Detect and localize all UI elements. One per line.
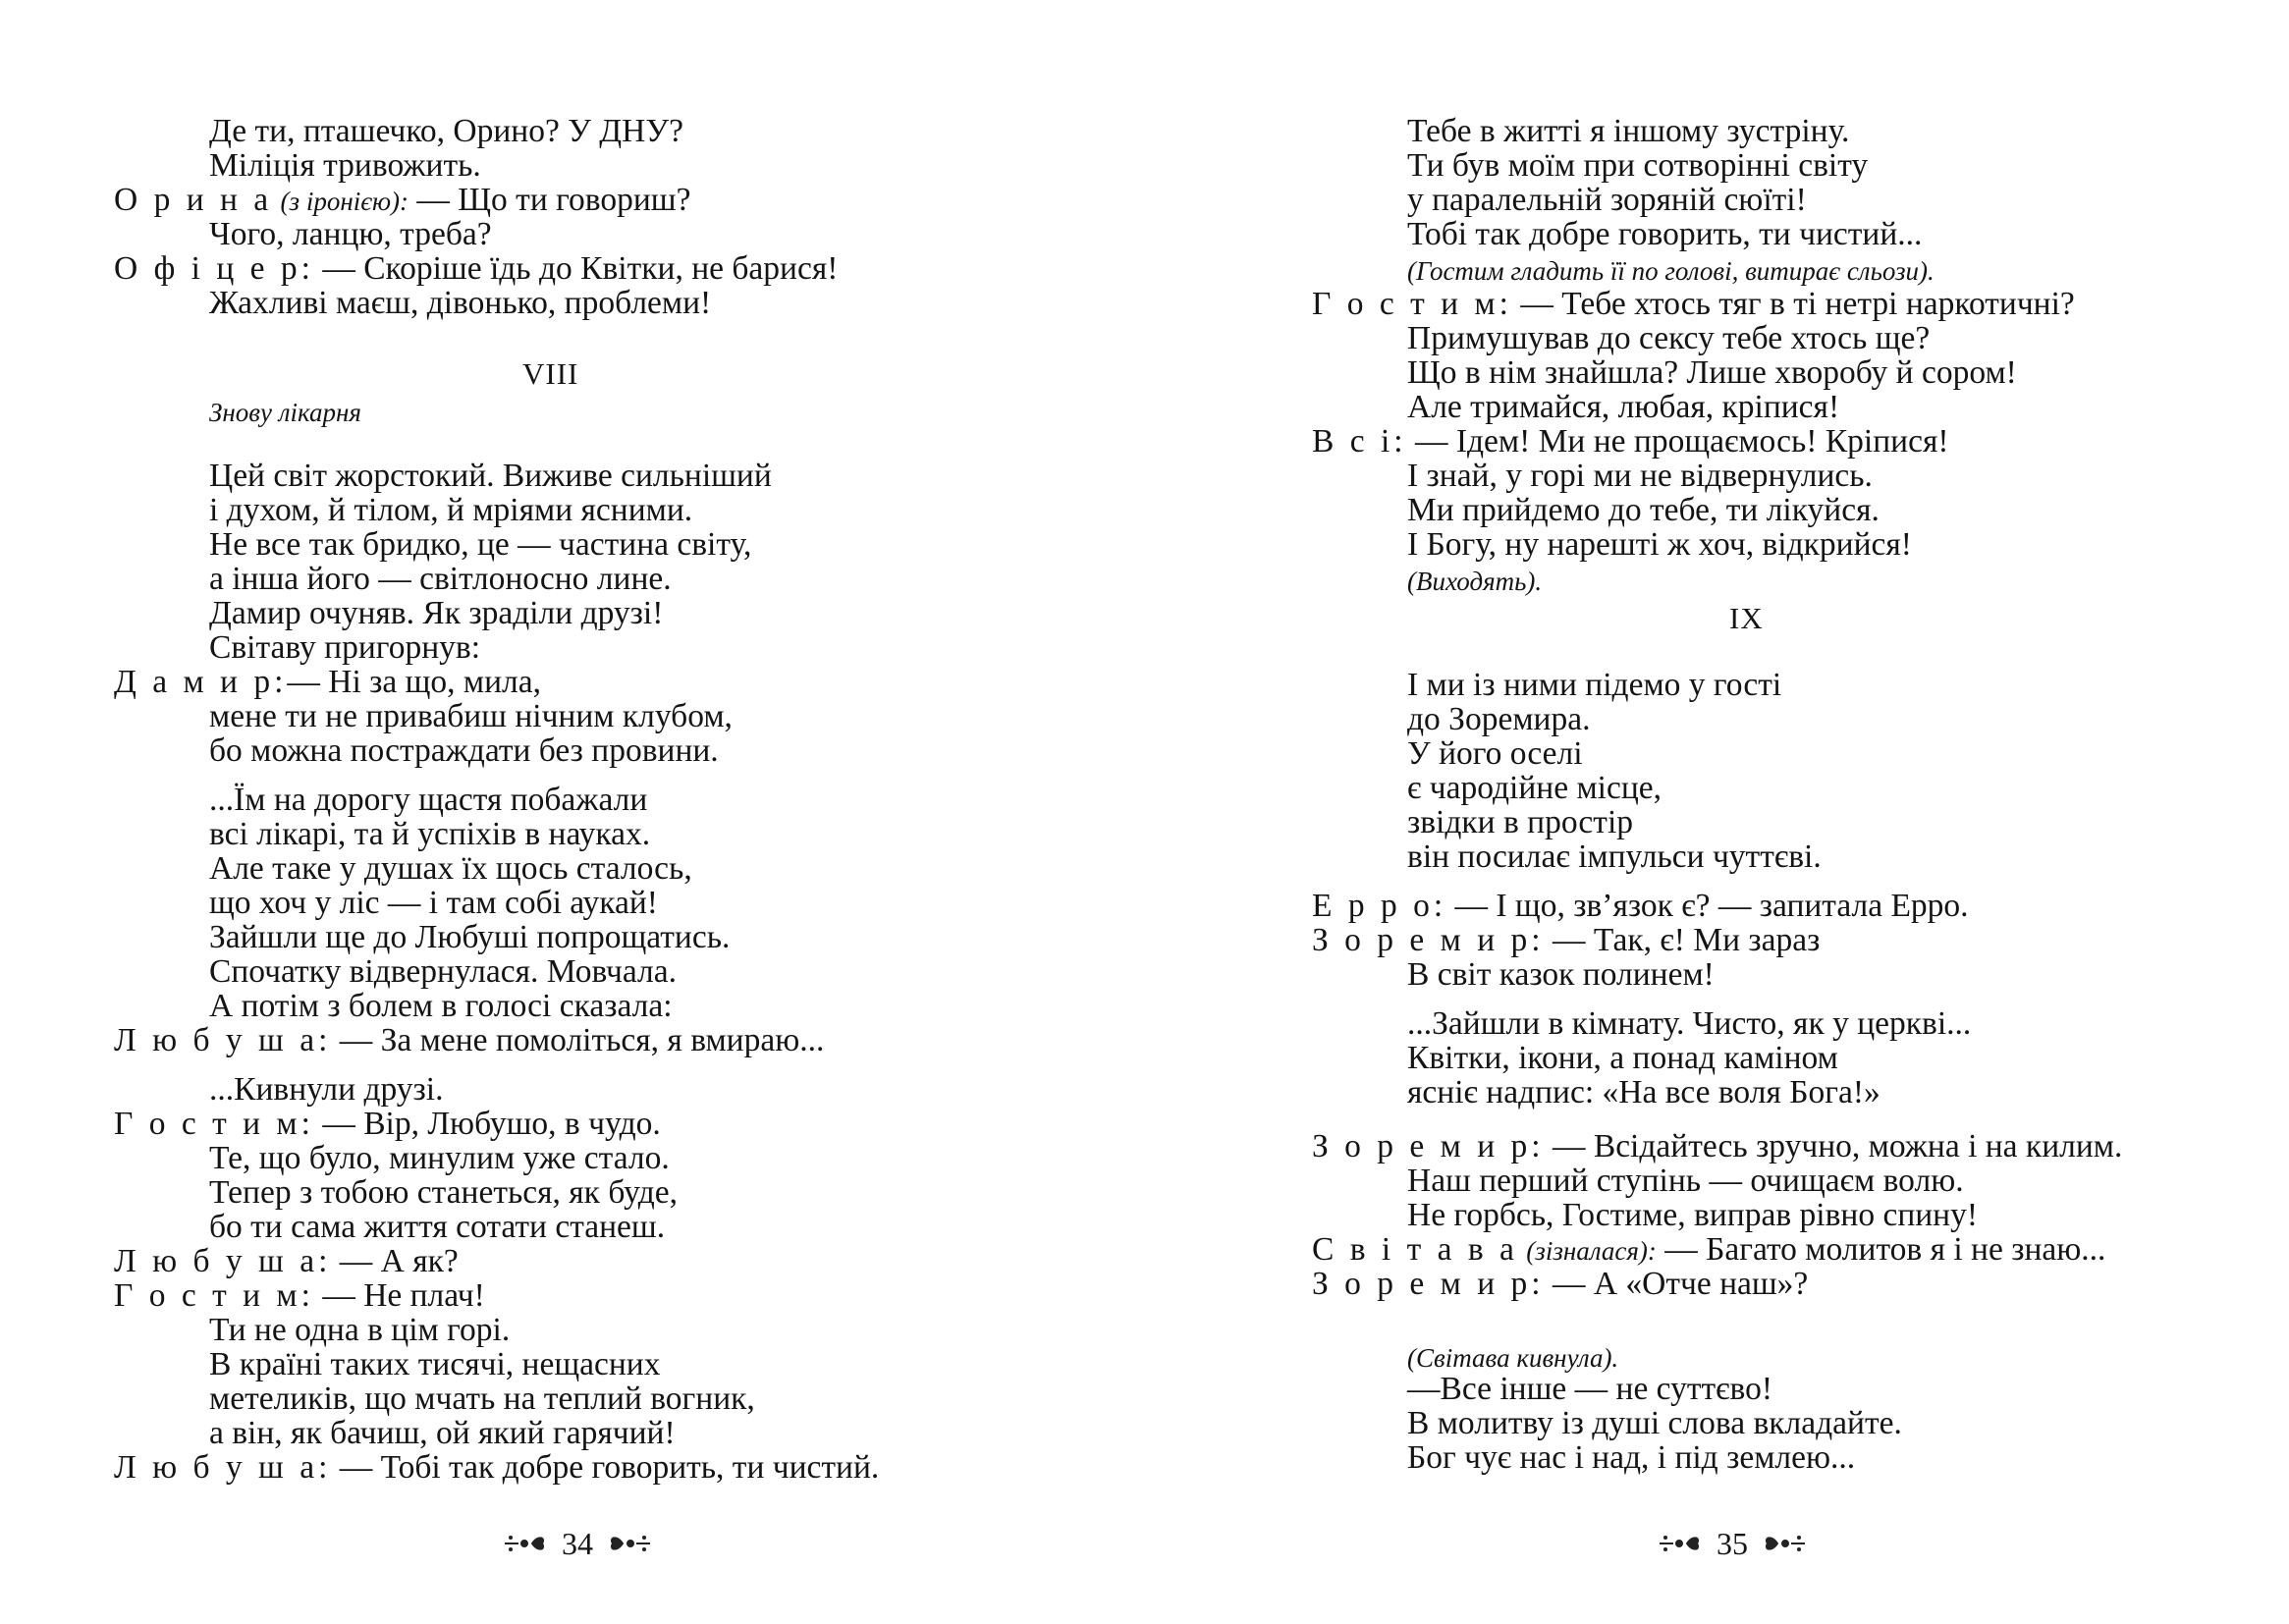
verse-line: мене ти не привабиш нічним клубом, [209,698,733,734]
verse-line: Бог чує нас і над, і під землею... [1407,1439,1856,1476]
dialogue-line [114,251,838,287]
dialogue-line [114,1278,485,1314]
verse-line: Що в нім знайшла? Лише хворобу й сором! [1407,354,2017,391]
verse-line: і духом, й тілом, й мріями ясними. [209,492,693,528]
stage-direction: (Виходять). [1407,567,1543,596]
verse-line: що хоч у ліс — і там собі аукай! [209,885,658,921]
verse-line: у паралельній зоряній сюїті! [1407,182,1807,218]
dialogue-line [114,183,690,219]
verse-line: всі лікарі, та й успіхів в науках. [209,816,651,852]
stage-direction: (з іронією): [280,187,409,216]
verse-line: В країні таких тисячі, нещасних [209,1346,661,1382]
page-footer [1658,1522,1807,1565]
dialogue-line [1312,287,2075,322]
stage-direction: (зізналася): [1526,1236,1657,1266]
verse-text: — Скоріше їдь до Квітки, не барися! [313,250,839,287]
verse-line: Те, що було, минулим уже стало. [209,1140,670,1176]
page-number: 34 [562,1525,593,1561]
verse-line: Жахливі маєш, дівонько, проблеми! [209,285,712,321]
page-number: 35 [1717,1525,1748,1561]
verse-line: Спочатку відвернулася. Мовчала. [209,953,678,990]
verse-text: — А «Отче наш»? [1544,1266,1809,1302]
stage-direction: (Гостим гладить її по голові, витирає сльози). [1407,256,1935,286]
verse-text: — Ідем! Ми не прощаємось! Кріпися! [1406,423,1949,460]
dialogue-line [1312,424,1949,460]
speaker-name: В с і: [1312,423,1407,460]
verse-line: Дамир очуняв. Як зраділи друзі! [209,595,664,631]
dialogue-line [1312,923,1820,958]
dialogue-line [114,1023,824,1058]
verse-line: звідки в простір [1407,804,1634,840]
verse-line: ясніє надпис: «На все воля Бога!» [1407,1074,1880,1110]
verse-text: — Ні за що, мила, [287,664,542,700]
left-page [0,0,1144,1624]
verse-line: Ми прийдемо до тебе, ти лікуйся. [1407,492,1880,528]
verse-line: Тепер з тобою станеться, як буде, [209,1174,679,1211]
verse-line: Наш перший ступінь — очищаєм волю. [1407,1163,1964,1199]
dialogue-line [1312,1129,2122,1164]
verse-line: Але таке у душах їх щось сталось, [209,850,692,887]
verse-line: Міліція тривожить. [209,147,481,184]
speaker-name: З о р е м и р: [1312,1128,1545,1164]
verse-line: Тобі так добре говорить, ти чистий... [1407,216,1923,252]
verse-text: — Не плач! [313,1277,485,1314]
verse-line: він посилає імпульси чуттєві. [1407,839,1822,875]
verse-line: до Зоремира. [1407,701,1591,737]
dialogue-line [1312,1232,2105,1269]
verse-text: — Тебе хтось тяг в ті нетрі наркотичні? [1511,286,2075,322]
dialogue-line [114,665,541,700]
dialogue-line [114,1244,459,1279]
section-heading: IX [1729,601,1764,635]
verse-text: — І що, зв’язок є? — запитала Ерро. [1446,888,1969,924]
verse-line: Де ти, пташечко, Орино? У ДНУ? [209,113,683,149]
speaker-name: О р и н а [114,182,273,218]
verse-line: ...Кивнули друзі. [209,1071,444,1108]
speaker-name: Г о с т и м: [114,1277,314,1314]
verse-line: Ти був моїм при сотворінні світу [1407,147,1869,184]
ornament-right-icon [1762,1531,1807,1556]
verse-text: — Так, є! Ми зараз [1544,922,1821,958]
page-footer [503,1522,652,1565]
verse-line: Світаву пригорнув: [209,629,480,666]
verse-text: — Всідайтесь зручно, можна і на килим. [1544,1128,2123,1164]
verse-line: Квітки, ікони, а понад каміном [1407,1040,1838,1076]
verse-line: І Богу, ну нарешті ж хоч, відкрийся! [1407,526,1912,563]
speaker-name: Л ю б у ш а: [114,1243,332,1279]
dialogue-line [1312,1267,1808,1302]
verse-line: І знай, у горі ми не відвернулись. [1407,458,1873,494]
verse-text: — Що ти говориш? [409,182,691,218]
verse-line: Зайшли ще до Любуші попрощатись. [209,919,731,955]
ornament-right-icon [607,1531,652,1556]
verse-text: — Багато молитов я і не знаю... [1656,1231,2106,1268]
stage-direction: Знову лікарня [209,398,361,427]
speaker-name: О ф і ц е р: [114,250,314,287]
section-heading: VIII [522,356,579,391]
dialogue-line [1312,889,1969,924]
verse-line: І ми із ними підемо у гості [1407,667,1782,703]
verse-line: ...Їм на дорогу щастя побажали [209,782,648,818]
verse-line: а він, як бачиш, ой який гарячий! [209,1415,676,1451]
verse-line: а інша його — світлоносно лине. [209,561,672,597]
speaker-name: З о р е м и р: [1312,1266,1545,1302]
verse-line: ...Зайшли в кімнату. Чисто, як у церкві... [1407,1005,1972,1042]
verse-line: є чародійне місце, [1407,770,1662,806]
speaker-name: Л ю б у ш а: [114,1449,332,1486]
verse-line: метеликів, що мчать на теплий вогник, [209,1380,755,1417]
verse-line: Не все так бридко, це — частина світу, [209,526,752,563]
speaker-name: С в і т а в а [1312,1231,1518,1268]
speaker-name: Г о с т и м: [114,1106,314,1142]
stage-direction: (Світава кивнула). [1407,1343,1619,1373]
speaker-name: Д а м и р: [114,664,288,700]
verse-line: Ти не одна в цім горі. [209,1312,511,1348]
verse-line: бо ти сама життя сотати станеш. [209,1209,666,1245]
verse-text: — За мене помоліться, я вмираю... [331,1022,825,1058]
verse-line: Примушував до сексу тебе хтось ще? [1407,320,1931,356]
verse-line: Не горбсь, Гостиме, виправ рівно спину! [1407,1197,1979,1233]
verse-line: В світ казок полинем! [1407,956,1715,993]
speaker-name: Л ю б у ш а: [114,1022,332,1058]
ornament-left-icon [503,1531,548,1556]
dialogue-line [114,1450,879,1486]
right-page [1145,0,2289,1624]
verse-line: В молитву із душі слова вкладайте. [1407,1405,1902,1441]
verse-line: Тебе в житті я іншому зустріну. [1407,113,1850,149]
verse-text: — А як? [331,1243,459,1279]
verse-line: А потім з болем в голосі сказала: [209,988,673,1024]
verse-line: Але тримайся, любая, кріпися! [1407,389,1840,425]
speaker-name: Е р р о: [1312,888,1447,924]
verse-line: Цей світ жорстокий. Виживе сильніший [209,458,772,494]
verse-line: —Все інше — не суттєво! [1407,1371,1773,1407]
speaker-name: З о р е м и р: [1312,922,1545,958]
speaker-name: Г о с т и м: [1312,286,1512,322]
verse-line: Чого, ланцю, треба? [209,216,492,252]
verse-text: — Вір, Любушо, в чудо. [313,1106,661,1142]
dialogue-line [114,1107,661,1142]
verse-text: — Тобі так добре говорить, ти чистий. [331,1449,880,1486]
verse-line: бо можна постраждати без провини. [209,732,719,769]
verse-line: У його оселі [1407,735,1583,772]
ornament-left-icon [1658,1531,1703,1556]
